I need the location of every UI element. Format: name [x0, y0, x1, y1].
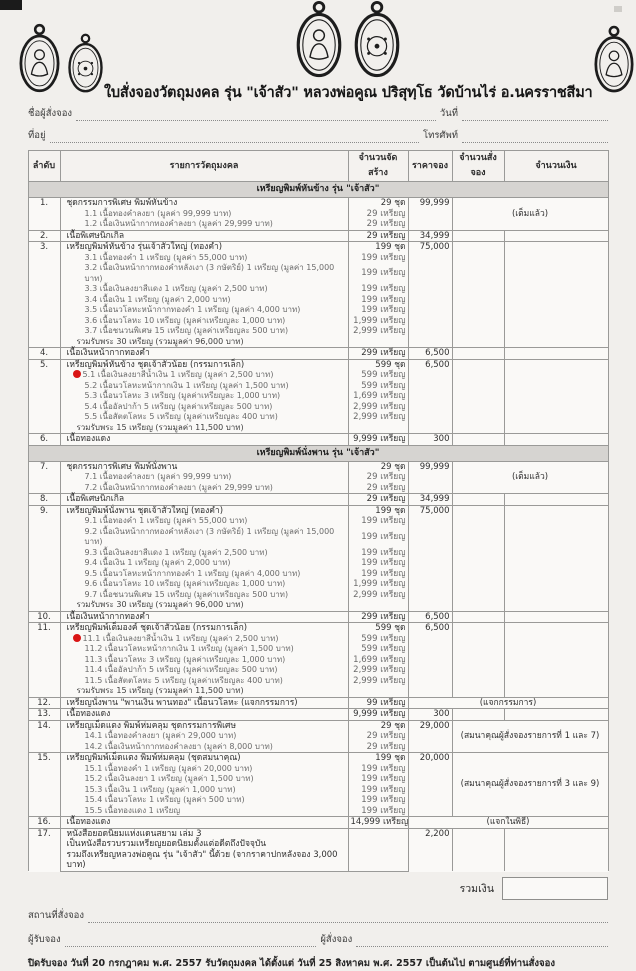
item-subline-text: 3.7 เนื้อชนวนพิเศษ 15 เหรียญ (มูลค่าเหรียญละ 500 บาท) [84, 326, 289, 335]
item-subline-text: 14.2 เนื้อเงินหน้ากากทองคำลงยา (มูลค่า 8,000 บาท) [84, 741, 273, 751]
item-desc-cell [60, 359, 348, 370]
made-qty-cell [348, 600, 408, 611]
amount-cell[interactable] [504, 359, 608, 434]
item-desc-cell [60, 558, 348, 569]
item-desc-cell [60, 569, 348, 580]
column-header: จำนวนเงิน [504, 151, 608, 182]
item-desc-cell [60, 634, 348, 645]
item-subline-text: 9.3 เนื้อเงินลงยาสีแดง 1 เหรียญ (มูลค่า 2,500 บาท) [84, 547, 268, 557]
item-summary-text: รวมรับพระ 30 เหรียญ (รวมมูลค่า 96,000 บาท) [76, 600, 244, 609]
row-index-cell: 11. [28, 623, 60, 698]
made-qty-cell: 199 เหรียญ [348, 284, 408, 295]
made-qty-cell: 199 เหรียญ [348, 569, 408, 580]
item-title-text: เหรียญพิมพ์หันข้าง ชุดเจ้าสัวน้อย (กรรมการเล็ก) [66, 359, 245, 370]
made-qty-cell: 2,999 เหรียญ [348, 676, 408, 687]
made-qty-cell: 29 เหรียญ [348, 219, 408, 230]
made-qty-cell: 199 ชุด [348, 242, 408, 253]
grand-total-label: รวมเงิน [459, 882, 494, 895]
made-qty-cell: 599 เหรียญ [348, 370, 408, 381]
amulet-medallions-left [18, 22, 104, 104]
note-cell: (เต็มแล้ว) [452, 461, 608, 494]
item-subline-text: 5.4 เนื้ออัลปาก้า 5 เหรียญ (มูลค่าเหรียญละ 500 บาท) [84, 401, 273, 411]
made-qty-cell: 199 เหรียญ [348, 527, 408, 548]
order-qty-cell[interactable] [452, 359, 504, 434]
item-title-text: เหรียญพิมพ์เม็ดแตง พิมพ์ห่มคลุม (ชุดสมนาคุณ) [66, 753, 241, 763]
item-title-text: เหรียญเม็ดแตง พิมพ์ห่มคลุม ชุดกรรมการพิเศษ [66, 720, 237, 731]
item-desc-cell [60, 850, 348, 872]
document-footer [0, 900, 636, 971]
amount-cell[interactable] [504, 230, 608, 242]
item-title-text: ชุดกรรมการพิเศษ พิมพ์หันข้าง [66, 198, 178, 208]
item-subline-text: 1.1 เนื้อทองคำลงยา (มูลค่า 99,999 บาท) [84, 208, 232, 218]
made-qty-cell: 29 เหรียญ [348, 230, 408, 242]
document-header [0, 0, 636, 104]
item-desc-cell [60, 764, 348, 775]
row-index-cell: 17. [28, 828, 60, 871]
name-label: ชื่อผู้สั่งจอง [28, 108, 73, 119]
price-cell: 34,999 [408, 494, 452, 506]
made-qty-cell [348, 839, 408, 850]
made-qty-cell: 29 เหรียญ [348, 209, 408, 220]
made-qty-cell: 199 ชุด [348, 505, 408, 516]
amount-cell[interactable] [504, 611, 608, 623]
made-qty-cell: 2,999 เหรียญ [348, 412, 408, 423]
item-subline-text: 7.2 เนื้อเงินหน้ากากทองคำลงยา (มูลค่า 29,999 บาท) [84, 482, 273, 492]
item-desc-cell [60, 381, 348, 392]
item-subline-text: 1.2 เนื้อเงินหน้ากากทองคำลงยา (มูลค่า 29,999 บาท) [84, 219, 273, 228]
price-cell: 6,500 [408, 623, 452, 698]
item-desc-cell [60, 600, 348, 611]
item-subline-text: 3.6 เนื้อนวโลหะ 10 เหรียญ (มูลค่าเหรียญละ 1,000 บาท) [84, 315, 286, 325]
item-title-text: เนื้อพิเศษนิกเกิล [66, 494, 125, 504]
row-index-cell: 14. [28, 720, 60, 753]
header-center [104, 0, 593, 104]
item-subline-text: 3.2 เนื้อเงินหน้ากากทองคำหลังเงา (3 กษัตริย์) 1 เหรียญ (มูลค่า 15,000 บาท) [84, 263, 335, 283]
made-qty-cell: 199 เหรียญ [348, 253, 408, 264]
column-header: ราคาจอง [408, 151, 452, 182]
column-header: จำนวนจัดสร้าง [348, 151, 408, 182]
item-desc-cell [60, 676, 348, 687]
item-desc-cell [60, 839, 348, 850]
section-header-cell: เหรียญพิมพ์หันข้าง รุ่น "เจ้าสัว" [28, 182, 608, 198]
page-title: ใบสั่งจองวัตถุมงคล รุ่น "เจ้าสัว" หลวงพ่อคูณ ปริสุทฺโธ วัดบ้านไร่ อ.นครราชสีมา [104, 85, 593, 101]
made-qty-cell: 199 เหรียญ [348, 295, 408, 306]
made-qty-cell: 29 ชุด [348, 461, 408, 472]
phone-field[interactable] [462, 131, 608, 143]
closing-note: ปิดรับจอง วันที่ 20 กรกฎาคม พ.ศ. 2557 รับวัตถุมงคล ได้ตั้งแต่ วันที่ 25 สิงหาคม พ.ศ. 2557 เป็นต้นไป ตามศูนย์ที่ท่านสั่งจอง [28, 957, 555, 969]
table-row [28, 505, 608, 516]
grand-total-box[interactable] [502, 877, 608, 900]
item-subline-text: 5.2 เนื้อนวโลหะหน้ากากเงิน 1 เหรียญ (มูลค่า 1,500 บาท) [84, 380, 289, 390]
made-qty-cell [348, 423, 408, 434]
made-qty-cell: 199 ชุด [348, 753, 408, 764]
price-cell: 300 [408, 434, 452, 446]
note-cell: (เต็มแล้ว) [452, 198, 608, 231]
made-qty-cell: 29 ชุด [348, 198, 408, 209]
price-cell: 29,000 [408, 720, 452, 753]
order-qty-cell[interactable] [452, 230, 504, 242]
address-label: ที่อยู่ [28, 130, 46, 141]
row-index-cell: 15. [28, 753, 60, 817]
red-dot-marker [73, 634, 81, 642]
item-subline-text: 11.1 เนื้อเงินลงยาสีน้ำเงิน 1 เหรียญ (มูลค่า 2,500 บาท) [63, 634, 346, 645]
order-qty-cell[interactable] [452, 494, 504, 506]
made-qty-cell: 299 เหรียญ [348, 348, 408, 360]
item-title-text: เหรียญพิมพ์เต็มองค์ ชุดเจ้าสัวน้อย (กรรมการเล็ก) [66, 623, 248, 633]
item-title-text: เนื้อเงินหน้ากากทองคำ [66, 611, 150, 622]
item-desc-cell [60, 494, 348, 506]
item-desc-cell [60, 623, 348, 634]
price-cell: 300 [408, 709, 452, 721]
price-cell: 99,999 [408, 198, 452, 231]
table-row [28, 611, 608, 623]
item-title-text: เนื้อเงินหน้ากากทองคำ [66, 348, 150, 358]
item-desc-cell [60, 686, 348, 697]
item-desc-cell [60, 665, 348, 676]
made-qty-cell: 2,999 เหรียญ [348, 590, 408, 601]
column-header: รายการวัตถุมงคล [60, 151, 348, 182]
order-qty-cell[interactable] [452, 434, 504, 446]
item-subline-text: 15.3 เนื้อเงิน 1 เหรียญ (มูลค่า 1,000 บาท) [84, 784, 236, 794]
item-subline-text: 9.5 เนื้อนวโลหะหน้ากากทองคำ 1 เหรียญ (มูลค่า 4,000 บาท) [84, 568, 301, 578]
table-row [28, 198, 608, 209]
row-index-cell: 7. [28, 461, 60, 494]
made-qty-cell: 199 เหรียญ [348, 263, 408, 284]
note-cell: (แจกในพิธี) [408, 817, 608, 829]
item-title-text: เนื้อพิเศษนิกเกิล [66, 230, 125, 241]
item-desc-cell [60, 527, 348, 548]
item-subline-text: 3.4 เนื้อเงิน 1 เหรียญ (มูลค่า 2,000 บาท) [84, 294, 231, 304]
table-row [28, 434, 608, 446]
price-cell: 34,999 [408, 230, 452, 242]
order-place-field[interactable] [88, 911, 608, 923]
item-desc-cell [60, 516, 348, 527]
item-subline-text: 3.5 เนื้อนวโลหะหน้ากากทองคำ 1 เหรียญ (มูลค่า 4,000 บาท) [84, 305, 301, 314]
amount-cell[interactable] [504, 348, 608, 360]
item-desc-cell [60, 402, 348, 413]
item-desc-cell [60, 644, 348, 655]
column-header: ลำดับ [28, 151, 60, 182]
table-row [28, 623, 608, 634]
column-header: จำนวนสั่งจอง [452, 151, 504, 182]
grand-total-row [28, 877, 608, 900]
item-subline-text: 9.6 เนื้อนวโลหะ 10 เหรียญ (มูลค่าเหรียญละ 1,000 บาท) [84, 579, 286, 588]
made-qty-cell: 2,999 เหรียญ [348, 402, 408, 413]
made-qty-cell: 99 เหรียญ [348, 697, 408, 709]
amulet-medallions-right [593, 24, 636, 104]
receiver-label: ผู้รับจอง [28, 933, 61, 945]
note-cell: (สมนาคุณผู้สั่งจองรายการที่ 3 และ 9) [452, 753, 608, 817]
order-qty-cell[interactable] [452, 623, 504, 698]
item-desc-cell [60, 326, 348, 337]
made-qty-cell: 14,999 เหรียญ [348, 817, 408, 829]
order-qty-cell[interactable] [452, 348, 504, 360]
price-cell: 99,999 [408, 461, 452, 494]
price-cell: 6,500 [408, 611, 452, 623]
order-qty-cell[interactable] [452, 505, 504, 611]
item-desc-cell [60, 505, 348, 516]
made-qty-cell: 29 เหรียญ [348, 742, 408, 753]
table-row [28, 494, 608, 506]
price-cell: 75,000 [408, 242, 452, 348]
table-row [28, 828, 608, 839]
amount-cell[interactable] [504, 505, 608, 611]
orderer-signature-field[interactable] [356, 935, 608, 947]
made-qty-cell: 9,999 เหรียญ [348, 434, 408, 446]
item-desc-cell [60, 295, 348, 306]
amulet-medallion-icon [18, 22, 61, 94]
made-qty-cell: 199 เหรียญ [348, 305, 408, 316]
item-subline-text: 11.2 เนื้อนวโลหะหน้ากากเงิน 1 เหรียญ (มูลค่า 1,500 บาท) [84, 644, 294, 653]
item-desc-cell [60, 828, 348, 839]
name-field[interactable] [76, 109, 436, 121]
item-desc-cell [60, 817, 348, 829]
amulet-medallion-icon [593, 24, 635, 94]
amount-cell[interactable] [504, 709, 608, 721]
amount-cell[interactable] [504, 434, 608, 446]
price-cell: 20,000 [408, 753, 452, 817]
item-summary-text: รวมรับพระ 15 เหรียญ (รวมมูลค่า 11,500 บาท) [76, 422, 244, 432]
price-cell: 6,500 [408, 359, 452, 434]
item-desc-cell [60, 709, 348, 721]
made-qty-cell: 29 เหรียญ [348, 483, 408, 494]
item-desc-cell [60, 412, 348, 423]
item-subline-text: 11.4 เนื้ออัลปาก้า 5 เหรียญ (มูลค่าเหรียญละ 500 บาท) [84, 665, 278, 674]
table-row [28, 753, 608, 764]
amulet-medallions-center [295, 0, 401, 79]
made-qty-cell: 1,699 เหรียญ [348, 391, 408, 402]
item-desc-cell [60, 305, 348, 316]
table-row [28, 461, 608, 472]
row-index-cell: 6. [28, 434, 60, 446]
item-title-text: เนื้อทองแดง [66, 817, 111, 827]
date-label: วันที่ [439, 108, 458, 119]
item-desc-cell [60, 370, 348, 381]
order-qty-cell[interactable] [452, 611, 504, 623]
section-header-row [28, 445, 608, 461]
item-subline-text: 9.7 เนื้อชนวนพิเศษ 15 เหรียญ (มูลค่าเหรียญละ 500 บาท) [84, 589, 289, 599]
made-qty-cell: 29 ชุด [348, 720, 408, 731]
made-qty-cell: 299 เหรียญ [348, 611, 408, 623]
item-desc-cell [60, 785, 348, 796]
made-qty-cell: 2,999 เหรียญ [348, 665, 408, 676]
made-qty-cell: 1,699 เหรียญ [348, 655, 408, 666]
made-qty-cell: 599 ชุด [348, 359, 408, 370]
order-table [28, 150, 609, 872]
row-index-cell: 8. [28, 494, 60, 506]
made-qty-cell: 29 เหรียญ [348, 494, 408, 506]
item-desc-cell [60, 461, 348, 472]
item-title-text: เหรียญนั่งพาน "พานเงิน พานทอง" เนื้อนวโลหะ (แจกกรรมการ) [66, 697, 298, 708]
address-field[interactable] [50, 131, 419, 143]
made-qty-cell: 599 ชุด [348, 623, 408, 634]
item-desc-cell [60, 263, 348, 284]
item-title-text: เนื้อทองแดง [66, 434, 111, 444]
made-qty-cell: 29 เหรียญ [348, 472, 408, 483]
item-desc-cell [60, 590, 348, 601]
made-qty-cell [348, 850, 408, 872]
customer-form [0, 104, 636, 143]
item-desc-cell [60, 483, 348, 494]
item-subline-text: 15.1 เนื้อทองคำ 1 เหรียญ (มูลค่า 20,000 บาท) [84, 763, 253, 773]
row-index-cell: 12. [28, 697, 60, 709]
price-cell: 6,500 [408, 348, 452, 360]
amount-cell[interactable] [504, 828, 608, 871]
item-desc-cell [60, 742, 348, 753]
price-cell: 2,200 [408, 828, 452, 871]
item-desc-cell [60, 753, 348, 764]
row-index-cell: 4. [28, 348, 60, 360]
item-title-text: เป็นหนังสือรวบรวมเหรียญยอดนิยมตั้งแต่อดีตถึงปัจจุบัน [66, 839, 267, 849]
item-title-text: เนื้อทองแดง [66, 709, 111, 719]
item-desc-cell [60, 774, 348, 785]
made-qty-cell [348, 337, 408, 348]
item-subline-text: 15.5 เนื้อทองแดง 1 เหรียญ [84, 805, 181, 815]
item-subline-text: 15.4 เนื้อนวโลหะ 1 เหรียญ (มูลค่า 500 บาท) [84, 795, 245, 804]
row-index-cell: 16. [28, 817, 60, 829]
note-cell: (สมนาคุณผู้สั่งจองรายการที่ 1 และ 7) [452, 720, 608, 753]
item-desc-cell [60, 806, 348, 817]
item-desc-cell [60, 697, 348, 709]
item-summary-text: รวมรับพระ 30 เหรียญ (รวมมูลค่า 96,000 บาท) [76, 336, 244, 346]
item-desc-cell [60, 198, 348, 209]
section-header-cell: เหรียญพิมพ์นั่งพาน รุ่น "เจ้าสัว" [28, 445, 608, 461]
item-desc-cell [60, 284, 348, 295]
red-dot-marker [73, 370, 81, 378]
item-desc-cell [60, 219, 348, 230]
item-title-text: เหรียญพิมพ์นั่งพาน ชุดเจ้าสัวใหญ่ (ทองคำ) [66, 505, 224, 516]
table-header-row [28, 151, 608, 182]
item-desc-cell [60, 795, 348, 806]
made-qty-cell: 599 เหรียญ [348, 634, 408, 645]
item-desc-cell [60, 230, 348, 242]
item-subline-text: 11.3 เนื้อนวโลหะ 3 เหรียญ (มูลค่าเหรียญละ 1,000 บาท) [84, 654, 286, 664]
item-title-text: รวมถึงเหรียญหลวงพ่อคูณ รุ่น "เจ้าสัว" นี้ด้วย (จากราคาปกหลังจอง 3,000 บาท) [66, 849, 338, 870]
item-subline-text: 5.3 เนื้อนวโลหะ 3 เหรียญ (มูลค่าเหรียญละ 1,000 บาท) [84, 391, 281, 400]
item-title-text: ชุดกรรมการพิเศษ พิมพ์นั่งพาน [66, 461, 178, 472]
row-index-cell: 10. [28, 611, 60, 623]
made-qty-cell: 2,999 เหรียญ [348, 326, 408, 337]
table-row [28, 242, 608, 253]
item-desc-cell [60, 611, 348, 623]
item-desc-cell [60, 720, 348, 731]
made-qty-cell: 199 เหรียญ [348, 516, 408, 527]
item-desc-cell [60, 579, 348, 590]
made-qty-cell [348, 686, 408, 697]
row-index-cell: 1. [28, 198, 60, 231]
made-qty-cell: 199 เหรียญ [348, 764, 408, 775]
row-index-cell: 3. [28, 242, 60, 348]
made-qty-cell [348, 828, 408, 839]
made-qty-cell: 29 เหรียญ [348, 731, 408, 742]
item-desc-cell [60, 253, 348, 264]
made-qty-cell: 599 เหรียญ [348, 644, 408, 655]
date-field[interactable] [462, 109, 608, 121]
table-row [28, 720, 608, 731]
item-desc-cell [60, 548, 348, 559]
item-subline-text: 9.1 เนื้อทองคำ 1 เหรียญ (มูลค่า 55,000 บาท) [84, 516, 248, 525]
order-qty-cell[interactable] [452, 828, 504, 871]
item-desc-cell [60, 472, 348, 483]
item-desc-cell [60, 242, 348, 253]
order-qty-cell[interactable] [452, 242, 504, 348]
table-row [28, 817, 608, 829]
table-row [28, 697, 608, 709]
item-desc-cell [60, 316, 348, 327]
item-title-text: เหรียญพิมพ์หันข้าง รุ่นเจ้าสัวใหญ่ (ทองคำ) [66, 242, 223, 252]
amulet-medallion-icon [67, 32, 104, 94]
item-title-text: หนังสือยอดนิยมแห่งแดนสยาม เล่ม 3 [66, 828, 202, 839]
item-subline-text: 11.5 เนื้อสัตตโลหะ 5 เหรียญ (มูลค่าเหรียญละ 400 บาท) [84, 675, 283, 685]
item-desc-cell [60, 348, 348, 360]
made-qty-cell: 199 เหรียญ [348, 795, 408, 806]
made-qty-cell: 199 เหรียญ [348, 548, 408, 559]
made-qty-cell: 199 เหรียญ [348, 785, 408, 796]
receiver-signature-field[interactable] [65, 935, 317, 947]
row-index-cell: 5. [28, 359, 60, 434]
item-subline-text: 3.3 เนื้อเงินลงยาสีแดง 1 เหรียญ (มูลค่า 2,500 บาท) [84, 284, 268, 293]
item-subline-text: 7.1 เนื้อทองคำลงยา (มูลค่า 99,999 บาท) [84, 472, 232, 481]
item-subline-text: 5.5 เนื้อสัตตโลหะ 5 เหรียญ (มูลค่าเหรียญละ 400 บาท) [84, 412, 278, 421]
item-subline-text: 3.1 เนื้อทองคำ 1 เหรียญ (มูลค่า 55,000 บาท) [84, 252, 248, 262]
phone-label: โทรศัพท์ [422, 130, 458, 141]
amount-cell[interactable] [504, 494, 608, 506]
item-desc-cell [60, 434, 348, 446]
made-qty-cell: 1,999 เหรียญ [348, 316, 408, 327]
item-subline-text: 9.2 เนื้อเงินหน้ากากทองคำหลังเงา (3 กษัตริย์) 1 เหรียญ (มูลค่า 15,000 บาท) [84, 526, 335, 546]
made-qty-cell: 199 เหรียญ [348, 774, 408, 785]
table-row [28, 709, 608, 721]
item-subline-text: 9.4 เนื้อเงิน 1 เหรียญ (มูลค่า 2,000 บาท) [84, 558, 231, 567]
orderer-label: ผู้สั่งจอง [320, 933, 353, 945]
amulet-medallion-icon [353, 0, 401, 79]
order-qty-cell[interactable] [452, 709, 504, 721]
item-subline-text: 14.1 เนื้อทองคำลงยา (มูลค่า 29,000 บาท) [84, 731, 237, 740]
item-desc-cell [60, 337, 348, 348]
item-subline-text: 5.1 เนื้อเงินลงยาสีน้ำเงิน 1 เหรียญ (มูลค่า 2,500 บาท) [63, 370, 346, 381]
made-qty-cell: 9,999 เหรียญ [348, 709, 408, 721]
table-row [28, 359, 608, 370]
row-index-cell: 9. [28, 505, 60, 611]
table-row [28, 230, 608, 242]
item-summary-text: รวมรับพระ 15 เหรียญ (รวมมูลค่า 11,500 บาท) [76, 686, 244, 695]
table-row [28, 348, 608, 360]
item-subline-text: 15.2 เนื้อเงินลงยา 1 เหรียญ (มูลค่า 1,500 บาท) [84, 774, 254, 783]
note-cell: (แจกกรรมการ) [408, 697, 608, 709]
item-desc-cell [60, 423, 348, 434]
amulet-medallion-icon [295, 0, 343, 79]
price-cell: 75,000 [408, 505, 452, 611]
made-qty-cell: 199 เหรียญ [348, 806, 408, 817]
amount-cell[interactable] [504, 242, 608, 348]
order-place-label: สถานที่สั่งจอง [28, 909, 84, 921]
row-index-cell: 13. [28, 709, 60, 721]
item-desc-cell [60, 655, 348, 666]
section-header-row [28, 182, 608, 198]
item-desc-cell [60, 391, 348, 402]
amount-cell[interactable] [504, 623, 608, 698]
item-desc-cell [60, 209, 348, 220]
made-qty-cell: 599 เหรียญ [348, 381, 408, 392]
row-index-cell: 2. [28, 230, 60, 242]
made-qty-cell: 1,999 เหรียญ [348, 579, 408, 590]
made-qty-cell: 199 เหรียญ [348, 558, 408, 569]
item-desc-cell [60, 731, 348, 742]
